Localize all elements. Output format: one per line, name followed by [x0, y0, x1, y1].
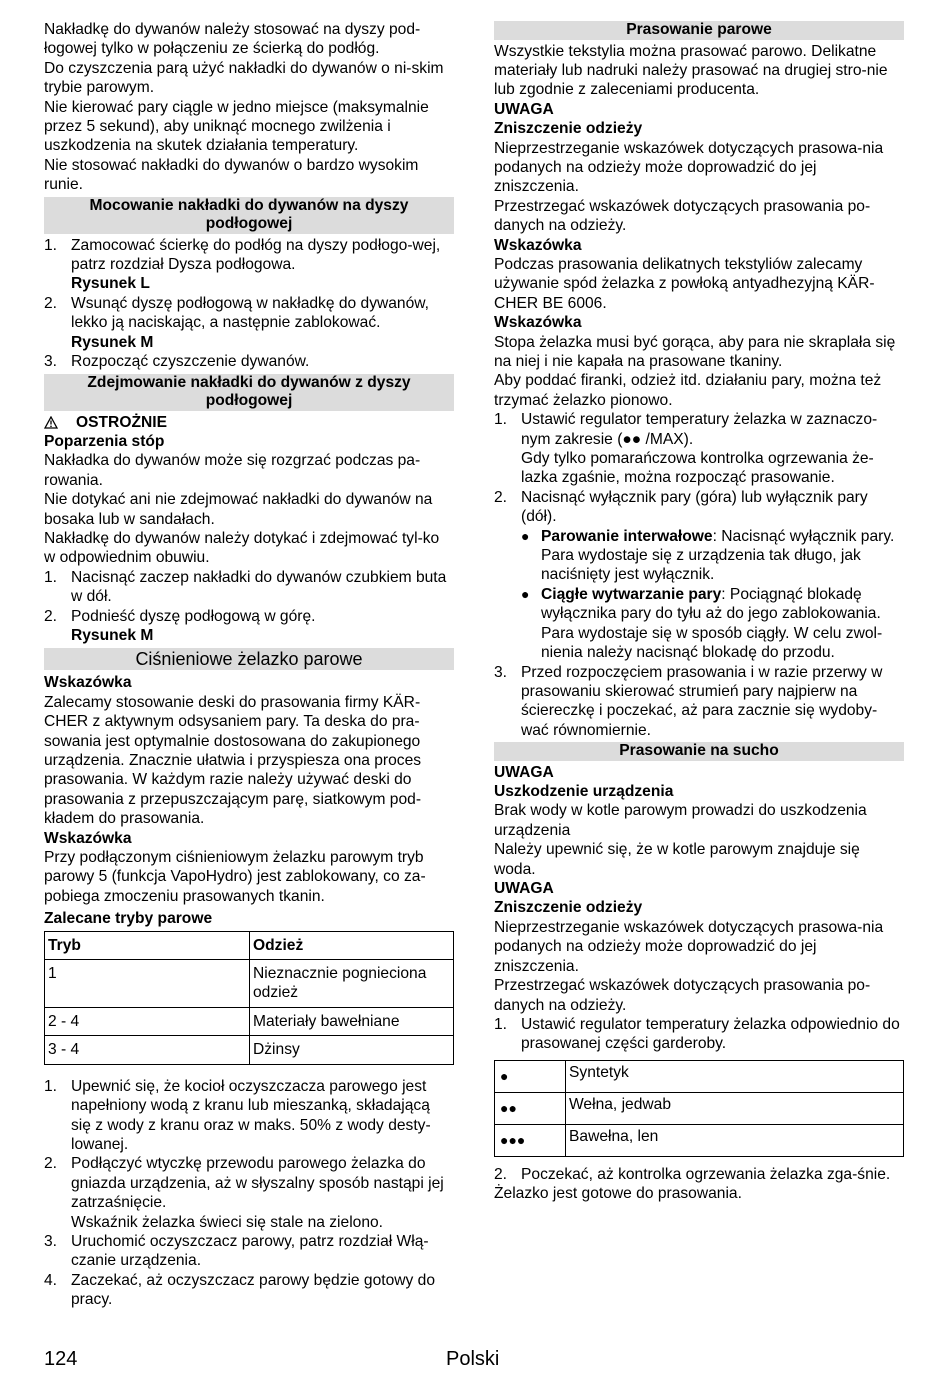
table-row	[495, 1092, 904, 1124]
caution-paragraph: Nakładkę do dywanów należy dotykać i zdejmować tyl-ko w odpowiednim obuwiu.	[44, 529, 440, 567]
list-item	[494, 488, 904, 527]
step-text: Nacisnąć zaczep nakładki do dywanów czubkiem buta w dół.	[71, 568, 447, 606]
bullet-item	[494, 585, 904, 663]
step-number: 3.	[494, 663, 508, 681]
step-number: 1.	[44, 568, 58, 586]
note-label: Wskazówka	[44, 674, 132, 692]
step-text: Uruchomić oczyszczacz parowy, patrz rozdział Włą-czanie urządzenia.	[71, 1232, 429, 1270]
bullet-term: Ciągłe wytwarzanie pary	[541, 585, 722, 603]
caution-header	[44, 413, 454, 432]
notice-label: UWAGA	[494, 763, 554, 781]
step-subtext: Gdy tylko pomarańczowa kontrolka ogrzewania że-lazka zgaśnie, można rozpocząć prasowanie.	[521, 450, 874, 487]
notice-paragraph: Należy upewnić się, że w kotle parowym znajduje się woda.	[494, 841, 860, 878]
table-row	[45, 1036, 454, 1064]
list-item	[44, 1271, 454, 1310]
step-text: Zaczekać, aż oczyszczacz parowy będzie gotowy do pracy.	[71, 1271, 436, 1309]
intro-paragraph: Nakładkę do dywanów należy stosować na dyszy pod-łogowej tylko w połączeniu ze ścierką do podłóg.	[44, 21, 421, 58]
caution-paragraph: Nakładka do dywanów może się rozgrzać podczas pa-rowania.	[44, 452, 421, 489]
list-item	[44, 1077, 454, 1155]
list-item	[44, 1232, 454, 1271]
list-item	[44, 1154, 454, 1232]
bullet-dot-icon: ●	[521, 585, 530, 602]
notice-title: Uszkodzenie urządzenia	[494, 783, 674, 801]
table-row	[495, 1060, 904, 1092]
steam-intro: Wszystkie tekstylia można prasować parowo. Delikatne materiały lub nadruki należy prasować na drugiej stro-nie lub zgodnie z zaleceniami producenta.	[494, 42, 888, 99]
note-paragraph: Stopa żelazka musi być gorąca, aby para nie skraplała się na niej i nie kapała na prasowane tkaniny.	[494, 333, 896, 370]
step-number: 3.	[44, 1232, 58, 1250]
list-item	[494, 410, 904, 488]
step-text: Przed rozpoczęciem prasowania i w razie przerwy w prasowaniu skierować strumień pary najpierw na ściereczkę i poczekać, aż para zacznie się wydoby-wać równomiernie.	[521, 663, 883, 739]
figure-ref: Rysunek L	[71, 275, 150, 293]
figure-ref: Rysunek M	[71, 626, 154, 644]
step-text: Poczekać, aż kontrolka ogrzewania żelazka zga-śnie.	[521, 1165, 891, 1183]
table-header-row	[45, 931, 454, 959]
temperature-dots: ●	[495, 1060, 566, 1092]
final-text: Żelazko jest gotowe do prasowania.	[494, 1185, 742, 1203]
step-text: Rozpocząć czyszczenie dywanów.	[71, 353, 310, 371]
bullet-dot-icon: ●	[521, 527, 530, 544]
notice-title: Zniszczenie odzieży	[494, 899, 643, 917]
step-number: 1.	[44, 1077, 58, 1095]
table-cell: Bawełna, len	[566, 1124, 904, 1156]
step-number: 2.	[44, 294, 58, 312]
table-cell: 3 - 4	[45, 1036, 250, 1064]
table-row	[45, 1007, 454, 1035]
step-text: Zamocować ścierkę do podłóg na dyszy podłogo-wej, patrz rozdział Dysza podłogowa.	[71, 236, 441, 274]
step-subtext: Wskaźnik żelazka świeci się stale na zielono.	[71, 1213, 384, 1231]
intro-paragraph: Do czyszczenia parą użyć nakładki do dywanów o ni-skim trybie parowym.	[44, 59, 444, 97]
step-text: Podłączyć wtyczkę przewodu parowego żelazka do gniazda urządzenia, aż w słyszalny sposób nastąpi jej zatrzaśnięcie.	[71, 1155, 444, 1212]
left-column	[44, 20, 454, 1310]
section-heading-steam: Prasowanie parowe	[494, 21, 904, 40]
right-column	[494, 20, 904, 1204]
step-number: 1.	[494, 411, 508, 429]
notice-paragraph: Nieprzestrzeganie wskazówek dotyczących prasowa-nia podanych na odzieży może doprowadzić do jej zniszczenia.	[494, 918, 884, 975]
notice-paragraph: Brak wody w kotle parowym prowadzi do uszkodzenia urządzenia	[494, 802, 867, 839]
notice-title: Zniszczenie odzieży	[494, 120, 643, 138]
steam-modes-table	[44, 931, 454, 1065]
caution-label: OSTROŻNIE	[76, 413, 167, 431]
step-text: Ustawić regulator temperatury żelazka odpowiednio do prasowanej części garderoby.	[521, 1015, 900, 1053]
table-cell: Wełna, jedwab	[566, 1092, 904, 1124]
step-number: 2.	[44, 1155, 58, 1173]
table-cell: Dżinsy	[250, 1036, 454, 1064]
section-heading-remove: Zdejmowanie nakładki do dywanów z dyszy podłogowej	[44, 374, 454, 411]
footer-language: Polski	[446, 1348, 500, 1370]
table-cell: Materiały bawełniane	[250, 1007, 454, 1035]
table-cell: 1	[45, 960, 250, 1008]
note-text: Podczas prasowania delikatnych tekstyliów zalecamy używanie spód żelazka z powłoką antyadhezyjną KÄR-CHER BE 6006.	[494, 255, 875, 312]
notice-paragraph: Przestrzegać wskazówek dotyczących prasowania po-danych na odzieży.	[494, 197, 871, 235]
bullet-term: Parowanie interwałowe	[541, 527, 713, 545]
step-number: 3.	[44, 353, 58, 371]
table-row	[495, 1124, 904, 1156]
step-text: Ustawić regulator temperatury żelazka w zaznaczo-nym zakresie (●● /MAX).	[521, 411, 878, 448]
bullet-item	[494, 527, 904, 585]
caution-paragraph: Nie dotykać ani nie zdejmować nakładki do dywanów na bosaka lub w sandałach.	[44, 491, 433, 528]
table-header-cell: Tryb	[45, 931, 250, 959]
notice-label: UWAGA	[494, 100, 554, 118]
temperature-dots: ●●	[495, 1092, 566, 1124]
note-label: Wskazówka	[494, 314, 582, 332]
list-item	[44, 294, 454, 352]
step-number: 1.	[44, 236, 58, 254]
table-cell: Syntetyk	[566, 1060, 904, 1092]
page-number: 124	[44, 1348, 78, 1370]
bullet-text: : Pociągnąć blokadę wyłącznika pary do tyłu aż do jego zablokowania. Para wydostaje się w sposób ciągły. W celu zwol-nienia należy nacisnąć blokadę do przodu.	[541, 585, 883, 662]
table-title: Zalecane tryby parowe	[44, 910, 213, 928]
intro-paragraph: Nie stosować nakładki do dywanów o bardzo wysokim runie.	[44, 156, 419, 194]
step-number: 4.	[44, 1271, 58, 1289]
table-row	[45, 960, 454, 1008]
temperature-table	[494, 1060, 904, 1157]
note-label: Wskazówka	[494, 236, 582, 254]
step-number: 1.	[494, 1015, 508, 1033]
list-item	[44, 607, 454, 646]
table-cell: 2 - 4	[45, 1007, 250, 1035]
step-text: Upewnić się, że kocioł oczyszczacza parowego jest napełniony wodą z kranu lub mieszanką, składającą się z wody z kranu oraz w maks. 50% z wody desty-lowanej.	[71, 1077, 431, 1153]
list-item	[494, 1165, 904, 1184]
step-number: 2.	[494, 488, 508, 506]
caution-title: Poparzenia stóp	[44, 432, 165, 450]
notice-label: UWAGA	[494, 880, 554, 898]
list-item	[44, 568, 454, 607]
table-cell: Nieznacznie pognieciona odzież	[250, 960, 454, 1008]
step-number: 2.	[494, 1165, 508, 1183]
notice-paragraph: Przestrzegać wskazówek dotyczących prasowania po-danych na odzieży.	[494, 977, 871, 1014]
list-item	[494, 1015, 904, 1054]
note-text: Przy podłączonym ciśnieniowym żelazku parowym tryb parowy 5 (funkcja VapoHydro) jest zablokowany, co za-pobiega zmoczeniu prasowanych tkanin.	[44, 849, 426, 905]
warning-triangle-icon	[44, 416, 58, 429]
temperature-dots: ●●●	[495, 1124, 566, 1156]
table-header-cell: Odzież	[250, 931, 454, 959]
note-text: Zalecamy stosowanie deski do prasowania firmy KÄR-CHER z aktywnym odsysaniem pary. Ta deska do pra-sowania jest optymalnie dostosowana do zakupionego urządzenia. Znacznie ułatwia i przyspiesza ona proces prasowania. W każdym razie należy używać deski do prasowania z przepuszczającym parę, siatkowym pod-kładem do prasowania.	[44, 693, 422, 828]
note-paragraph: Aby poddać firanki, odzież itd. działaniu pary, można też trzymać żelazko pionowo.	[494, 372, 882, 409]
section-heading-dry: Prasowanie na sucho	[494, 742, 904, 761]
list-item	[494, 663, 904, 741]
list-item	[44, 236, 454, 294]
bullet-text: : Nacisnąć wyłącznik pary. Para wydostaje się z urządzenia tak długo, jak naciśnięty jest wyłącznik.	[541, 527, 895, 584]
intro-paragraph: Nie kierować pary ciągle w jedno miejsce (maksymalnie przez 5 sekund), aby uniknąć mocnego zwilżenia i uszkodzenia na skutek działania temperatury.	[44, 98, 429, 155]
step-text: Podnieść dyszę podłogową w górę.	[71, 607, 316, 625]
list-item	[44, 352, 454, 371]
chapter-heading-iron: Ciśnieniowe żelazko parowe	[44, 648, 454, 670]
step-text: Nacisnąć wyłącznik pary (góra) lub wyłącznik pary (dół).	[521, 488, 868, 526]
note-label: Wskazówka	[44, 829, 132, 847]
section-heading-mount: Mocowanie nakładki do dywanów na dyszy podłogowej	[44, 197, 454, 234]
step-number: 2.	[44, 607, 58, 625]
figure-ref: Rysunek M	[71, 333, 154, 351]
step-text: Wsunąć dyszę podłogową w nakładkę do dywanów, lekko ją naciskając, a następnie zablokować.	[71, 294, 430, 332]
notice-paragraph: Nieprzestrzeganie wskazówek dotyczących prasowa-nia podanych na odzieży może doprowadzić do jej zniszczenia.	[494, 139, 884, 196]
